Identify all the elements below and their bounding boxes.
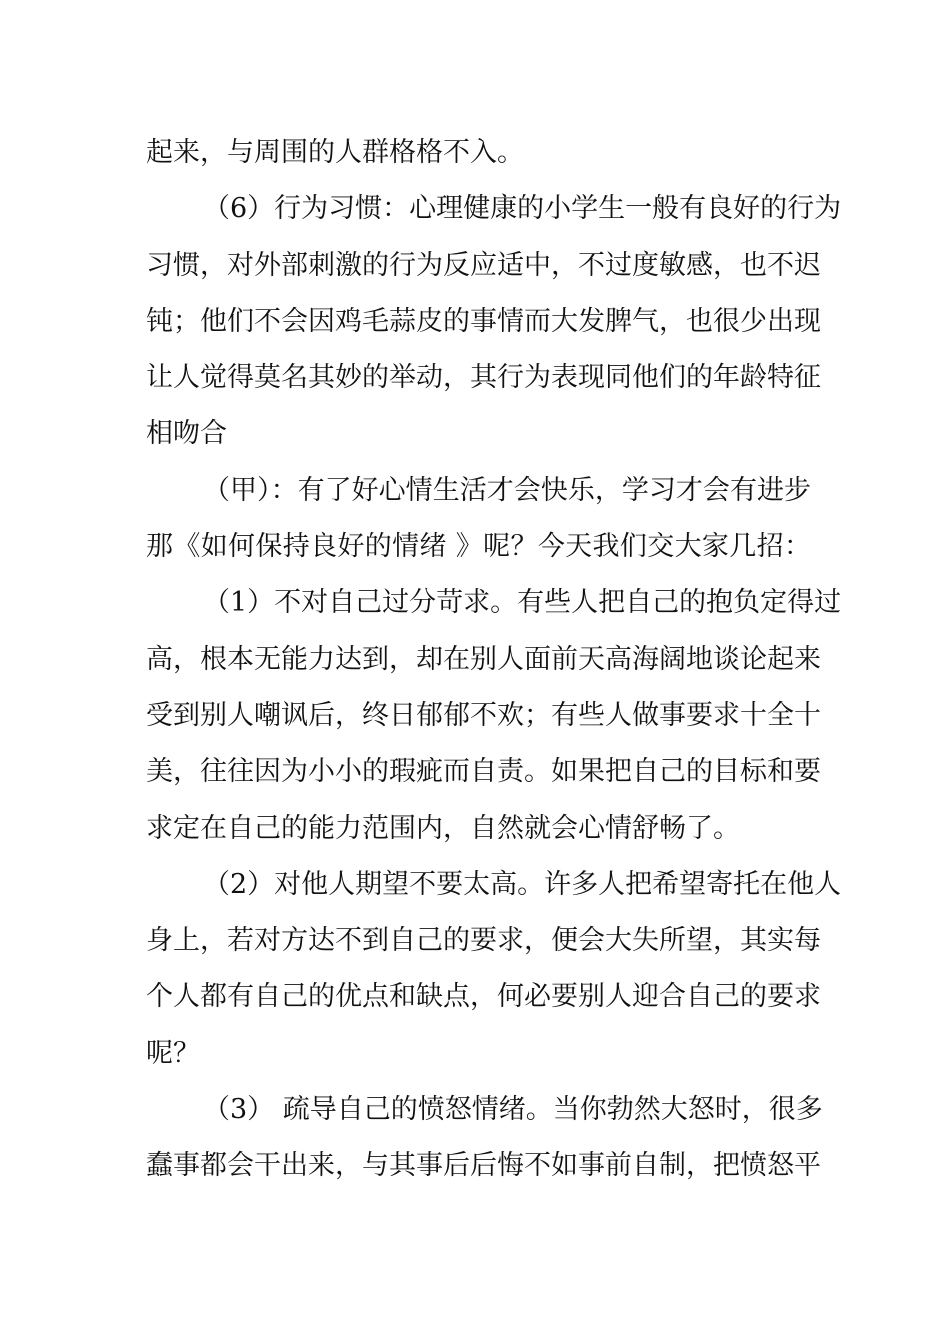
document-text xyxy=(146,125,842,1195)
text-line: 受到别人嘲讽后，终日郁郁不欢；有些人做事要求十全十 xyxy=(146,699,821,731)
text-line: 高，根本无能力达到，却在别人面前天高海阔地谈论起来 xyxy=(146,643,821,675)
text-line: 钝；他们不会因鸡毛蒜皮的事情而大发脾气，也很少出现 xyxy=(146,305,821,337)
text-line: 让人觉得莫名其妙的举动，其行为表现同他们的年龄特征 xyxy=(146,362,821,394)
text-line: 求定在自己的能力范围内，自然就会心情舒畅了。 xyxy=(146,812,740,844)
text-line: （甲）：有了好心情生活才会快乐，学习才会有进步 xyxy=(203,474,811,506)
text-line: 起来，与周围的人群格格不入。 xyxy=(146,137,524,168)
text-line: 美，往往因为小小的瑕疵而自责。如果把自己的目标和要 xyxy=(146,756,821,788)
text-line: 相吻合 xyxy=(146,418,227,450)
text-line: 个人都有自己的优点和缺点，何必要别人迎合自己的要求 xyxy=(146,981,821,1013)
text-line: 蠢事都会干出来，与其事后后悔不如事前自制，把愤怒平 xyxy=(146,1150,821,1182)
text-line: （3） 疏导自己的愤怒情绪。当你勃然大怒时，很多 xyxy=(203,1094,823,1126)
text-line: 那《如何保持良好的情绪 》呢？今天我们交大家几招： xyxy=(146,531,811,563)
text-line: 身上，若对方达不到自己的要求，便会大失所望，其实每 xyxy=(146,925,821,957)
text-line: （2）对他人期望不要太高。许多人把希望寄托在他人 xyxy=(203,868,842,900)
text-line: （1）不对自己过分苛求。有些人把自己的抱负定得过 xyxy=(203,587,842,619)
text-line: 呢？ xyxy=(146,1037,200,1069)
text-line: （6）行为习惯：心理健康的小学生一般有良好的行为 xyxy=(203,193,842,225)
text-line: 习惯，对外部刺激的行为反应适中，不过度敏感，也不迟 xyxy=(146,249,821,281)
